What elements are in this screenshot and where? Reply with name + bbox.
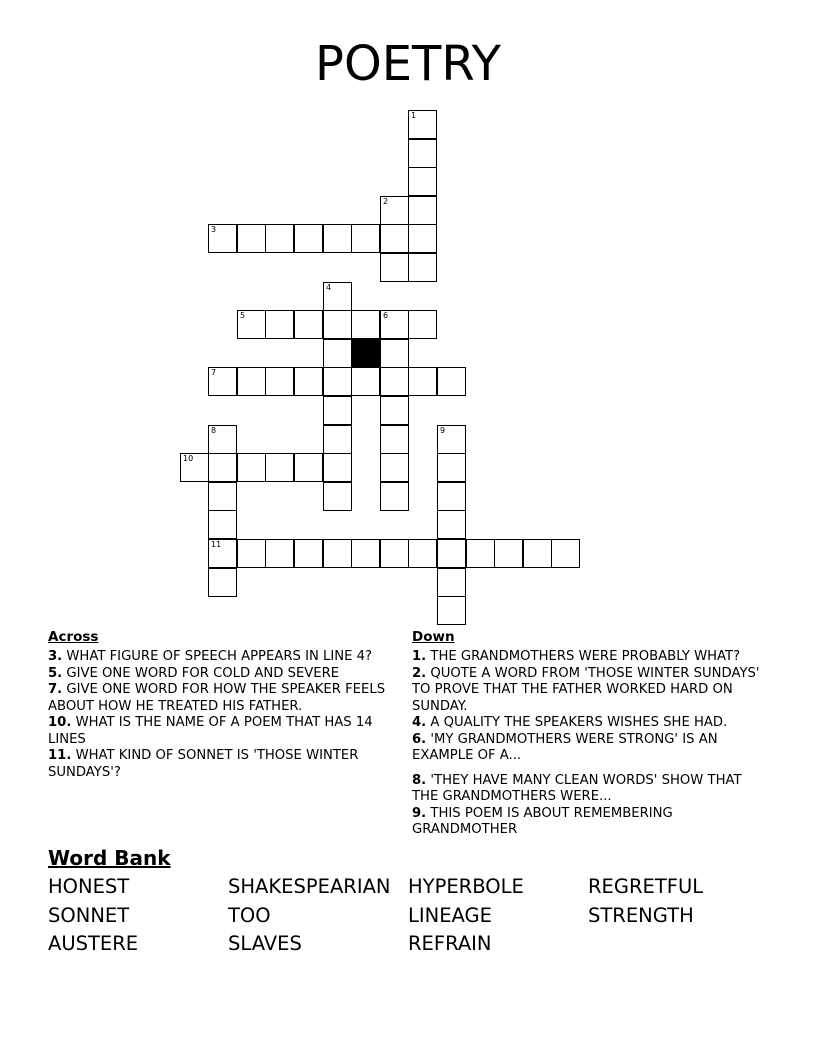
crossword-cell[interactable]	[208, 510, 237, 539]
cell-number: 6	[383, 311, 389, 320]
crossword-cell[interactable]	[523, 539, 552, 568]
word-bank-title: Word Bank	[48, 846, 171, 870]
crossword-cell[interactable]	[208, 539, 237, 568]
crossword-cell[interactable]	[265, 453, 294, 482]
down-clue-9	[412, 806, 772, 839]
crossword-cell[interactable]	[323, 367, 352, 396]
down-clue-4	[412, 715, 772, 732]
clue-text: 'MY GRANDMOTHERS WERE STRONG' IS AN EXAMPLE OF A...	[412, 731, 718, 763]
crossword-cell[interactable]	[437, 453, 466, 482]
word-bank-word: SLAVES	[228, 932, 302, 955]
crossword-cell[interactable]	[437, 482, 466, 511]
word-bank-word: LINEAGE	[408, 904, 492, 927]
crossword-cell[interactable]	[323, 453, 352, 482]
cell-number: 3	[211, 225, 217, 234]
cell-number: 10	[183, 454, 194, 463]
crossword-cell[interactable]	[380, 367, 409, 396]
clue-text: QUOTE A WORD FROM 'THOSE WINTER SUNDAYS' TO PROVE THAT THE FATHER WORKED HARD ON SUNDAY.	[412, 665, 760, 714]
crossword-cell[interactable]	[323, 482, 352, 511]
clue-text: WHAT KIND OF SONNET IS 'THOSE WINTER SUNDAYS'?	[48, 748, 359, 780]
crossword-cell[interactable]	[408, 310, 437, 339]
crossword-cell[interactable]	[380, 196, 409, 225]
cell-number: 9	[440, 426, 446, 435]
crossword-cell[interactable]	[294, 367, 323, 396]
word-bank-word: REFRAIN	[408, 932, 492, 955]
across-clue-11	[48, 748, 398, 781]
crossword-cell[interactable]	[408, 539, 437, 568]
down-clues	[412, 629, 772, 839]
word-bank-word: STRENGTH	[588, 904, 694, 927]
crossword-cell[interactable]	[323, 425, 352, 454]
crossword-cell[interactable]	[323, 339, 352, 368]
clue-number: 7.	[48, 682, 63, 697]
clue-number: 5.	[48, 665, 63, 681]
crossword-cell[interactable]	[265, 224, 294, 253]
crossword-black-cell	[351, 339, 380, 368]
clue-text: A QUALITY THE SPEAKERS WISHES SHE HAD.	[430, 715, 728, 730]
clue-number: 8.	[412, 772, 427, 788]
word-bank-word: SHAKESPEARIAN	[228, 875, 391, 898]
word-bank-word: HONEST	[48, 875, 130, 898]
word-bank-word: SONNET	[48, 904, 130, 927]
crossword-cell[interactable]	[351, 539, 380, 568]
word-bank-word: TOO	[228, 904, 271, 927]
crossword-cell[interactable]	[294, 453, 323, 482]
crossword-cell[interactable]	[351, 224, 380, 253]
crossword-cell[interactable]	[351, 310, 380, 339]
clue-text: THE GRANDMOTHERS WERE PROBABLY WHAT?	[430, 649, 741, 664]
crossword-cell[interactable]	[237, 310, 266, 339]
crossword-cell[interactable]	[380, 396, 409, 425]
crossword-cell[interactable]	[323, 310, 352, 339]
crossword-cell[interactable]	[208, 425, 237, 454]
down-clue-6	[412, 732, 772, 765]
cell-number: 4	[326, 283, 332, 292]
crossword-cell[interactable]	[380, 224, 409, 253]
crossword-cell[interactable]	[265, 539, 294, 568]
crossword-cell[interactable]	[408, 167, 437, 196]
cell-number: 2	[383, 197, 389, 206]
crossword-cell[interactable]	[294, 224, 323, 253]
down-clue-1	[412, 649, 772, 666]
word-bank-word: REGRETFUL	[588, 875, 704, 898]
crossword-cell[interactable]	[380, 339, 409, 368]
crossword-cell[interactable]	[237, 224, 266, 253]
crossword-cell[interactable]	[237, 539, 266, 568]
clue-number: 3.	[48, 649, 63, 664]
crossword-cell[interactable]	[380, 482, 409, 511]
clue-text: 'THEY HAVE MANY CLEAN WORDS' SHOW THAT THE GRANDMOTHERS WERE...	[412, 772, 742, 804]
clue-text: GIVE ONE WORD FOR COLD AND SEVERE	[66, 665, 340, 681]
crossword-cell[interactable]	[380, 310, 409, 339]
clue-number: 10.	[48, 715, 72, 730]
crossword-cell[interactable]	[408, 196, 437, 225]
crossword-cell[interactable]	[351, 367, 380, 396]
clue-number: 11.	[48, 748, 72, 763]
down-clue-8	[412, 773, 772, 806]
crossword-cell[interactable]	[408, 224, 437, 253]
crossword-cell[interactable]	[208, 482, 237, 511]
crossword-cell[interactable]	[380, 539, 409, 568]
clue-number: 4.	[412, 715, 427, 730]
crossword-cell[interactable]	[380, 425, 409, 454]
across-heading: Across	[48, 629, 99, 645]
across-clues	[48, 629, 398, 781]
crossword-cell[interactable]	[265, 367, 294, 396]
crossword-cell[interactable]	[208, 367, 237, 396]
clue-text: THIS POEM IS ABOUT REMEMBERING GRANDMOTHER	[412, 805, 673, 837]
clue-number: 2.	[412, 665, 427, 681]
crossword-cell[interactable]	[237, 367, 266, 396]
across-clue-10	[48, 715, 398, 748]
across-clue-5	[48, 666, 398, 683]
cell-number: 11	[211, 540, 222, 549]
clue-text: GIVE ONE WORD FOR HOW THE SPEAKER FEELS ABOUT HOW HE TREATED HIS FATHER.	[48, 682, 386, 714]
across-clue-7	[48, 682, 398, 715]
crossword-cell[interactable]	[437, 367, 466, 396]
crossword-cell[interactable]	[466, 539, 495, 568]
cell-number: 8	[211, 426, 217, 435]
crossword-cell[interactable]	[208, 453, 237, 482]
cell-number: 7	[211, 368, 217, 377]
crossword-cell[interactable]	[294, 539, 323, 568]
crossword-cell[interactable]	[265, 310, 294, 339]
word-bank-word: AUSTERE	[48, 932, 139, 955]
crossword-cell[interactable]	[323, 282, 352, 311]
down-heading: Down	[412, 629, 455, 645]
crossword-cell[interactable]	[323, 539, 352, 568]
crossword-cell[interactable]	[437, 568, 466, 597]
cell-number: 1	[411, 111, 417, 120]
crossword-cell[interactable]	[208, 568, 237, 597]
crossword-cell[interactable]	[437, 425, 466, 454]
clue-text: WHAT IS THE NAME OF A POEM THAT HAS 14 LINES	[48, 715, 373, 747]
crossword-cell[interactable]	[380, 453, 409, 482]
crossword-cell[interactable]	[380, 253, 409, 282]
crossword-cell[interactable]	[408, 110, 437, 139]
crossword-cell[interactable]	[237, 453, 266, 482]
crossword-cell[interactable]	[323, 396, 352, 425]
down-clue-2	[412, 666, 772, 716]
crossword-cell[interactable]	[408, 139, 437, 168]
across-clue-3	[48, 649, 398, 666]
crossword-cell[interactable]	[437, 510, 466, 539]
crossword-cell[interactable]	[323, 224, 352, 253]
crossword-cell[interactable]	[437, 596, 466, 625]
crossword-cell[interactable]	[180, 453, 209, 482]
crossword-cell[interactable]	[408, 367, 437, 396]
crossword-cell[interactable]	[494, 539, 523, 568]
crossword-cell[interactable]	[294, 310, 323, 339]
crossword-cell[interactable]	[437, 539, 466, 568]
page-title: POETRY	[315, 36, 501, 92]
crossword-cell[interactable]	[551, 539, 580, 568]
cell-number: 5	[240, 311, 246, 320]
word-bank-word: HYPERBOLE	[408, 875, 524, 898]
clue-number: 1.	[412, 649, 427, 664]
clue-number: 9.	[412, 805, 427, 821]
crossword-cell[interactable]	[408, 253, 437, 282]
crossword-cell[interactable]	[208, 224, 237, 253]
clue-number: 6.	[412, 731, 427, 747]
clue-text: WHAT FIGURE OF SPEECH APPEARS IN LINE 4?	[66, 649, 373, 664]
